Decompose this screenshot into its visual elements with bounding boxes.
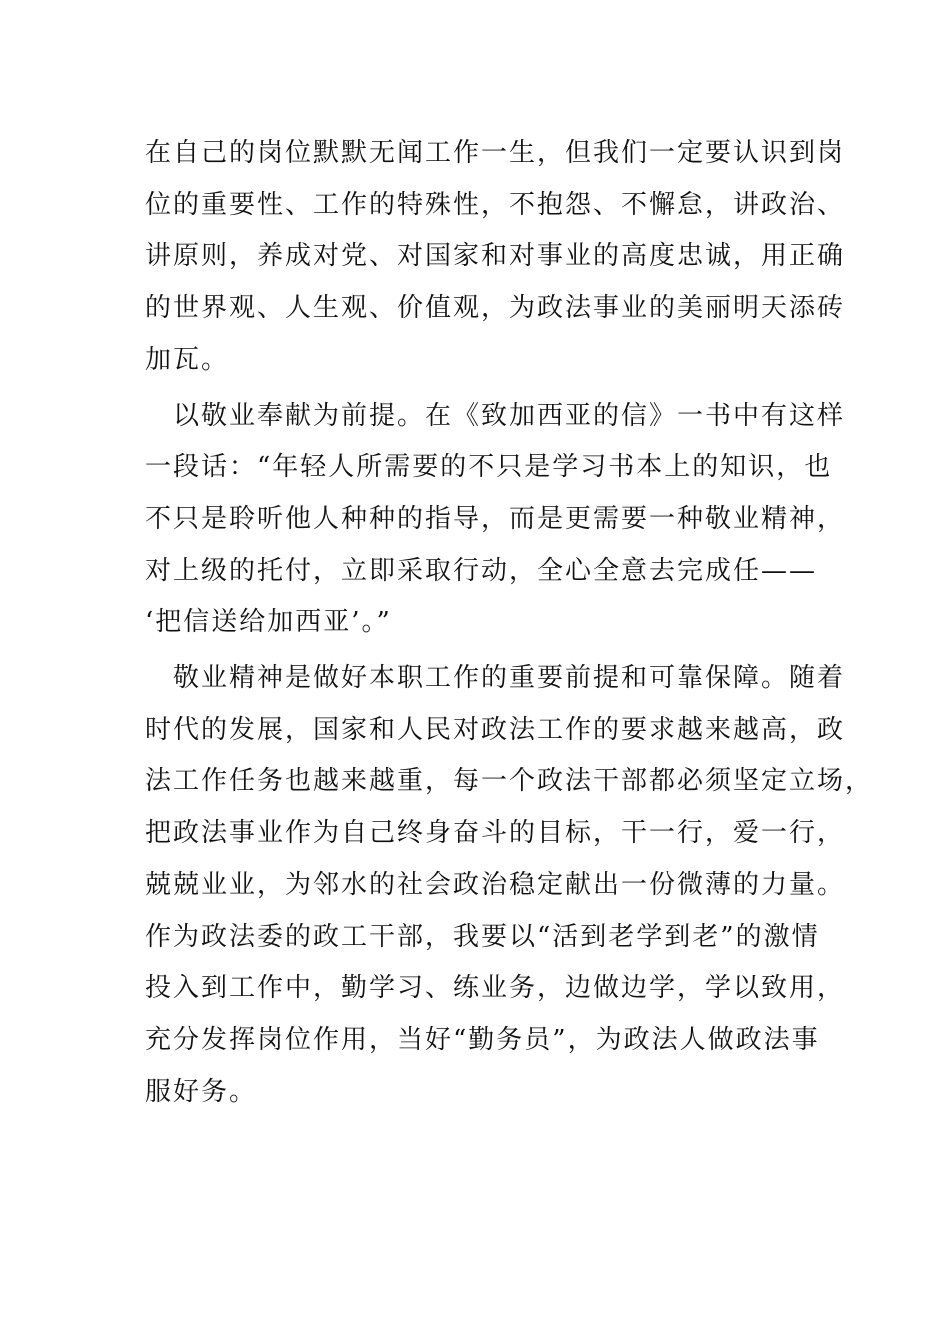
document-body xyxy=(145,128,874,1118)
text-line: 加瓦。 xyxy=(145,344,230,375)
text-line: 服好务。 xyxy=(145,1076,258,1107)
text-line: 在自己的岗位默默无闻工作一生，但我们一定要认识到岗 xyxy=(145,138,846,168)
text-line: 位的重要性、工作的特殊性，不抱怨、不懈怠，讲政治、 xyxy=(145,189,846,220)
text-line: 以敬业奉献为前提。在《致加西亚的信》一书中有这样 xyxy=(145,400,846,431)
text-line: 兢兢业业，为邻水的社会政治稳定献出一份微薄的力量。 xyxy=(145,869,846,900)
text-line: 一段话：“年轻人所需要的不只是学习书本上的知识，也 xyxy=(145,452,833,483)
text-line: 对上级的托付，立即采取行动，全心全意去完成任—— xyxy=(145,555,818,586)
text-line: 不只是聆听他人种种的指导，而是更需要一种敬业精神， xyxy=(145,503,846,534)
text-line: 法工作任务也越来越重，每一个政法干部都必须坚定立场， xyxy=(145,766,874,797)
text-line: 敬业精神是做好本职工作的重要前提和可靠保障。随着 xyxy=(145,663,846,694)
text-line: ‘把信送给加西亚’。” xyxy=(145,607,392,638)
text-line: 时代的发展，国家和人民对政法工作的要求越来越高，政 xyxy=(145,714,846,745)
text-line: 把政法事业作为自己终身奋斗的目标，干一行，爱一行， xyxy=(145,818,846,849)
text-line: 的世界观、人生观、价值观，为政法事业的美丽明天添砖 xyxy=(145,293,846,324)
text-line: 作为政法委的政工干部，我要以“活到老学到老”的激情 xyxy=(145,921,820,952)
text-line: 充分发挥岗位作用，当好“勤务员”，为政法人做政法事 xyxy=(145,1024,820,1055)
text-line: 讲原则，养成对党、对国家和对事业的高度忠诚，用正确 xyxy=(145,241,846,272)
text-line: 投入到工作中，勤学习、练业务，边做边学，学以致用， xyxy=(145,973,846,1004)
